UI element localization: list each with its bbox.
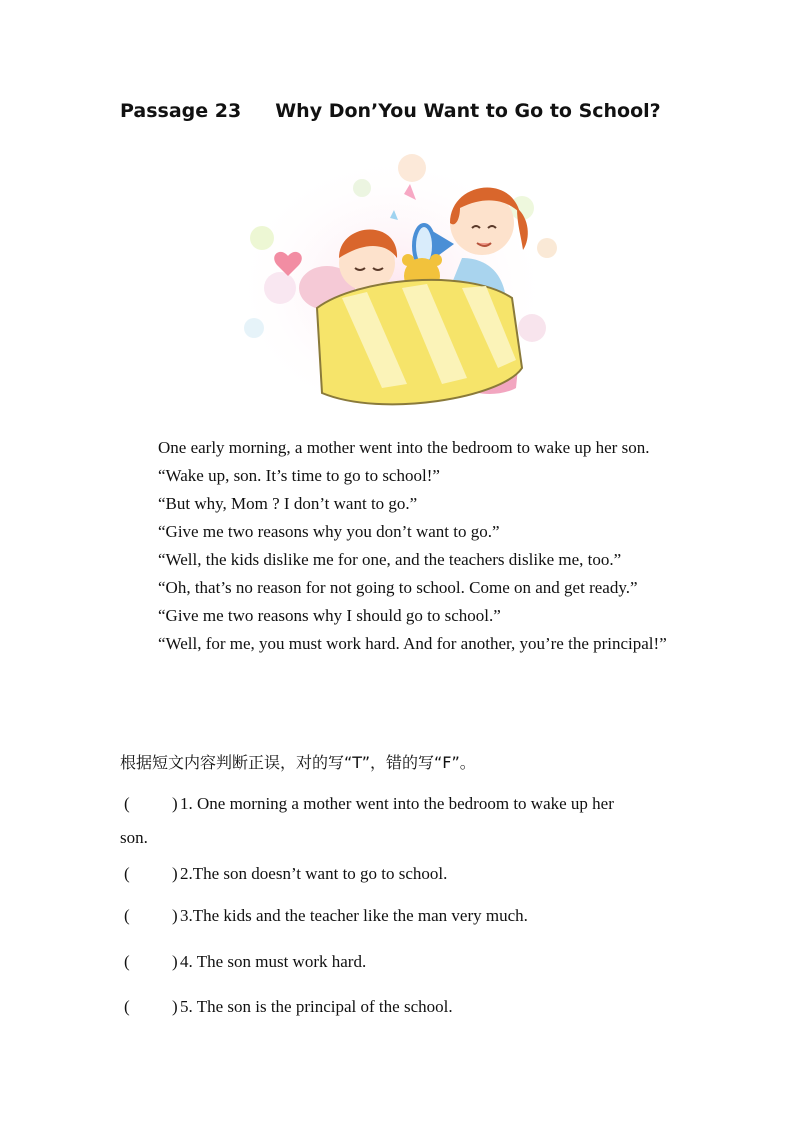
answer-blank-2[interactable]: ( ) — [124, 864, 178, 883]
question-text-continuation: son. — [120, 828, 148, 847]
story-paragraph: “But why, Mom ? I don’t want to go.” — [158, 494, 418, 513]
question-text: 4. The son must work hard. — [180, 952, 367, 971]
passage-title — [120, 100, 661, 122]
answer-blank-1[interactable]: ( ) — [124, 794, 178, 813]
question-5 — [120, 993, 672, 1021]
answer-blank-5[interactable]: ( ) — [124, 997, 178, 1016]
answer-blank-4[interactable]: ( ) — [124, 952, 178, 971]
story-paragraph: “Give me two reasons why I should go to school.” — [158, 606, 501, 625]
story-paragraph: “Give me two reasons why you don’t want to go.” — [158, 522, 500, 541]
answer-blank-3[interactable]: ( ) — [124, 906, 178, 925]
question-3 — [120, 902, 672, 930]
story-text — [120, 434, 672, 658]
question-text: 1. One morning a mother went into the bedroom to wake up her — [180, 794, 614, 813]
story-paragraph: “Well, the kids dislike me for one, and the teachers dislike me, too.” — [158, 550, 622, 569]
mother-waking-son-illustration — [232, 148, 562, 428]
story-paragraph: “Well, for me, you must work hard. And for another, you’re the principal!” — [158, 634, 667, 653]
question-text: 2.The son doesn’t want to go to school. — [180, 864, 448, 883]
question-text: 5. The son is the principal of the school. — [180, 997, 453, 1016]
story-paragraph: “Oh, that’s no reason for not going to school. Come on and get ready.” — [158, 578, 638, 597]
question-1 — [120, 790, 672, 852]
question-text: 3.The kids and the teacher like the man very much. — [180, 906, 528, 925]
passage-label: Passage 23 — [120, 100, 242, 122]
story-paragraph: One early morning, a mother went into the bedroom to wake up her son. — [158, 438, 650, 457]
story-paragraph: “Wake up, son. It’s time to go to school!” — [158, 466, 440, 485]
passage-heading: Why Don’You Want to Go to School? — [275, 100, 661, 122]
question-4 — [120, 948, 672, 976]
question-2 — [120, 860, 672, 888]
exercise-instruction: 根据短文内容判断正误，对的写“T”，错的写“F”。 — [120, 753, 476, 772]
